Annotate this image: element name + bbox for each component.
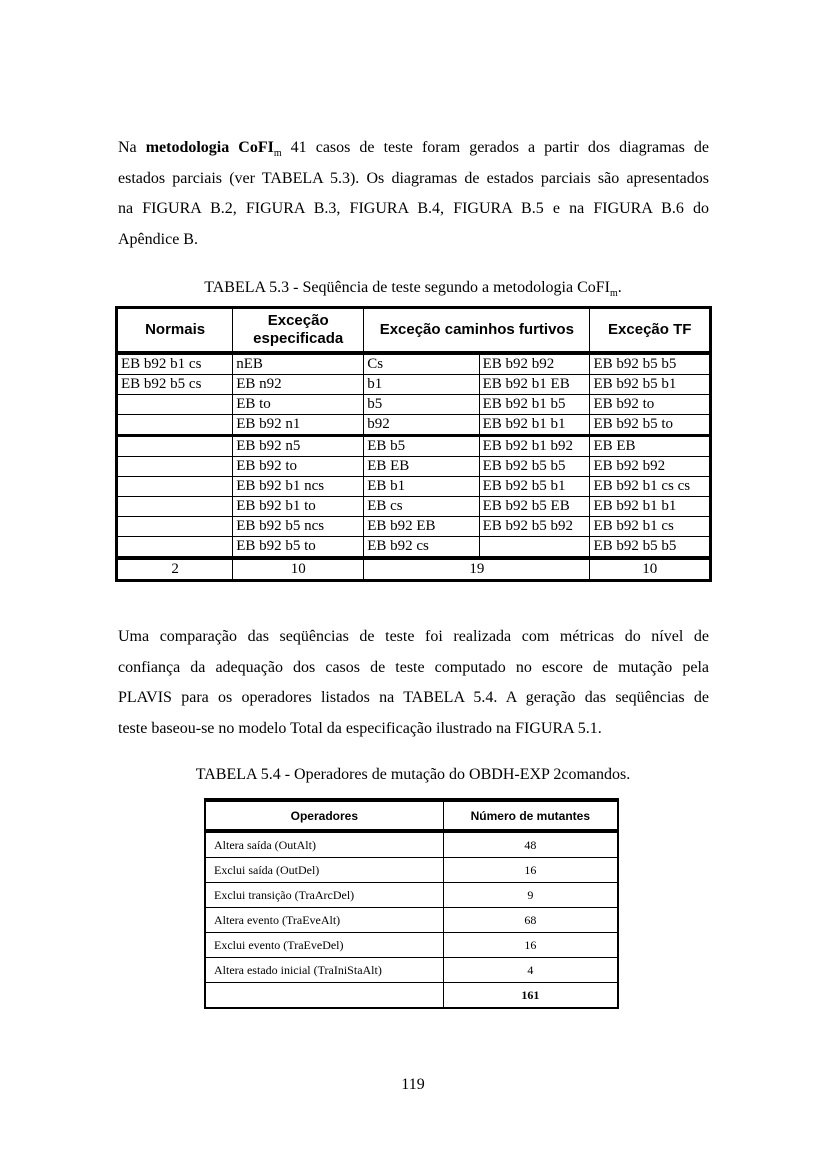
table-5-4-caption: TABELA 5.4 - Operadores de mutação do OBDH-EXP 2comandos. (195, 766, 631, 783)
paragraph-intro (118, 133, 709, 255)
table-row (117, 477, 711, 497)
table-row (117, 457, 711, 477)
operator-cell (205, 983, 443, 1009)
table-cell: EB b92 b1 to (233, 497, 364, 517)
page-number: 119 (401, 1076, 425, 1093)
table-cell: EB b92 b5 to (233, 537, 364, 559)
operator-cell: Exclui evento (TraEveDel) (205, 933, 443, 958)
table-cell: EB b92 b1 ncs (233, 477, 364, 497)
table-cell: Cs (364, 353, 479, 375)
paragraph-line: estados parciais (ver TABELA 5.3). Os diagramas de estados parciais são apresentados (118, 169, 709, 187)
table-row (205, 933, 618, 958)
operator-cell: Altera saída (OutAlt) (205, 831, 443, 858)
table-cell: EB b92 b5 to (590, 415, 711, 436)
table-row (205, 883, 618, 908)
header-excecao-caminhos-furtivos: Exceção caminhos furtivos (364, 308, 590, 354)
header-excecao-tf: Exceção TF (590, 308, 711, 354)
table-cell (117, 537, 233, 559)
header-normais: Normais (117, 308, 233, 354)
methodology-name: metodologia CoFI (145, 139, 274, 156)
table-cell: EB b92 b5 EB (479, 497, 590, 517)
table-row (117, 517, 711, 537)
table-cell (117, 436, 233, 457)
table-row (117, 537, 711, 559)
mutant-count-cell: 4 (443, 958, 618, 983)
table-row (117, 436, 711, 457)
operator-cell: Altera evento (TraEveAlt) (205, 908, 443, 933)
paragraph-line: Na metodologia CoFI$_m$ 41 casos de teste foram gerados a partir dos diagramas de (118, 139, 709, 160)
table-cell: EB b92 b5 cs (117, 375, 233, 395)
table-cell: EB b5 (364, 436, 479, 457)
table-cell (117, 517, 233, 537)
operator-cell: Exclui transição (TraArcDel) (205, 883, 443, 908)
table-cell: b92 (364, 415, 479, 436)
total-cell: 10 (590, 558, 711, 581)
table-header-row (205, 800, 618, 831)
table-cell: EB b92 b92 (590, 457, 711, 477)
total-cell: 2 (117, 558, 233, 581)
mutant-count-cell: 161 (443, 983, 618, 1009)
table-cell (479, 537, 590, 559)
table-header-row (117, 308, 711, 354)
paragraph-line: PLAVIS para os operadores listados na TABELA 5.4. A geração das seqüências de (118, 689, 709, 706)
table-cell: EB b92 b5 ncs (233, 517, 364, 537)
table-cell: nEB (233, 353, 364, 375)
methodology-subscript: m (273, 148, 282, 160)
paragraph-line: confiança da adequação dos casos de teste computado no escore de mutação pela (118, 658, 709, 676)
table-5-3 (115, 306, 712, 582)
table-cell: EB b92 b5 b92 (479, 517, 590, 537)
table-cell: EB b92 b5 b1 (590, 375, 711, 395)
paragraph-line: Uma comparação das seqüências de teste foi realizada com métricas do nível de (118, 628, 709, 645)
table-cell: EB to (233, 395, 364, 415)
paragraph-line: Apêndice B. (118, 230, 198, 248)
header-numero-de-mutantes: Número de mutantes (443, 800, 618, 831)
header-excecao-especificada: Exceção especificada (233, 308, 364, 354)
table-row (205, 908, 618, 933)
mutant-count-cell: 48 (443, 831, 618, 858)
table-cell (117, 395, 233, 415)
totals-row (117, 558, 711, 581)
table-cell: EB b92 b5 b5 (479, 457, 590, 477)
table-cell: EB b92 b1 EB (479, 375, 590, 395)
table-cell (117, 497, 233, 517)
table-cell: EB EB (590, 436, 711, 457)
table-cell (117, 415, 233, 436)
total-cell: 10 (233, 558, 364, 581)
header-operadores: Operadores (205, 800, 443, 831)
table-row (117, 497, 711, 517)
table-row (117, 375, 711, 395)
table-5-3-caption: TABELA 5.3 - Seqüência de teste segundo a metodologia CoFI$_m$. (204, 279, 622, 300)
table-cell: EB b92 cs (364, 537, 479, 559)
total-cell: 19 (364, 558, 590, 581)
table-cell (117, 457, 233, 477)
mutant-count-cell: 16 (443, 858, 618, 883)
table-cell: EB b92 b1 b1 (479, 415, 590, 436)
table-cell: EB b92 b1 b92 (479, 436, 590, 457)
table-cell (117, 477, 233, 497)
table-row (117, 395, 711, 415)
table-cell: EB EB (364, 457, 479, 477)
table-cell: EB b92 to (590, 395, 711, 415)
table-cell: EB b1 (364, 477, 479, 497)
table-cell: EB b92 EB (364, 517, 479, 537)
paragraph-comparison (118, 622, 709, 744)
mutant-count-cell: 16 (443, 933, 618, 958)
table-row (205, 831, 618, 858)
table-cell: EB b92 b1 b5 (479, 395, 590, 415)
table-cell: EB b92 b1 cs (590, 517, 711, 537)
operator-cell: Exclui saída (OutDel) (205, 858, 443, 883)
table-cell: EB b92 b1 cs (117, 353, 233, 375)
table-cell: EB b92 b92 (479, 353, 590, 375)
table-5-4 (204, 798, 619, 1009)
table-cell: EB b92 b1 cs cs (590, 477, 711, 497)
table-cell: b5 (364, 395, 479, 415)
operator-cell: Altera estado inicial (TraIniStaAlt) (205, 958, 443, 983)
table-cell: EB b92 b5 b1 (479, 477, 590, 497)
table-cell: EB b92 b5 b5 (590, 353, 711, 375)
table-row (205, 858, 618, 883)
paragraph-line: na FIGURA B.2, FIGURA B.3, FIGURA B.4, FIGURA B.5 e na FIGURA B.6 do (118, 200, 709, 217)
table-cell: EB b92 n5 (233, 436, 364, 457)
mutant-count-cell: 9 (443, 883, 618, 908)
paragraph-line: teste baseou-se no modelo Total da especificação ilustrado na FIGURA 5.1. (118, 719, 602, 737)
table-cell: EB b92 n1 (233, 415, 364, 436)
table-cell: EB b92 b5 b5 (590, 537, 711, 559)
table-cell: EB b92 b1 b1 (590, 497, 711, 517)
table-cell: EB cs (364, 497, 479, 517)
table-row (117, 353, 711, 375)
total-row (205, 983, 618, 1009)
mutant-count-cell: 68 (443, 908, 618, 933)
table-cell: b1 (364, 375, 479, 395)
table-cell: EB n92 (233, 375, 364, 395)
table-cell: EB b92 to (233, 457, 364, 477)
table-row (117, 415, 711, 436)
table-row (205, 958, 618, 983)
